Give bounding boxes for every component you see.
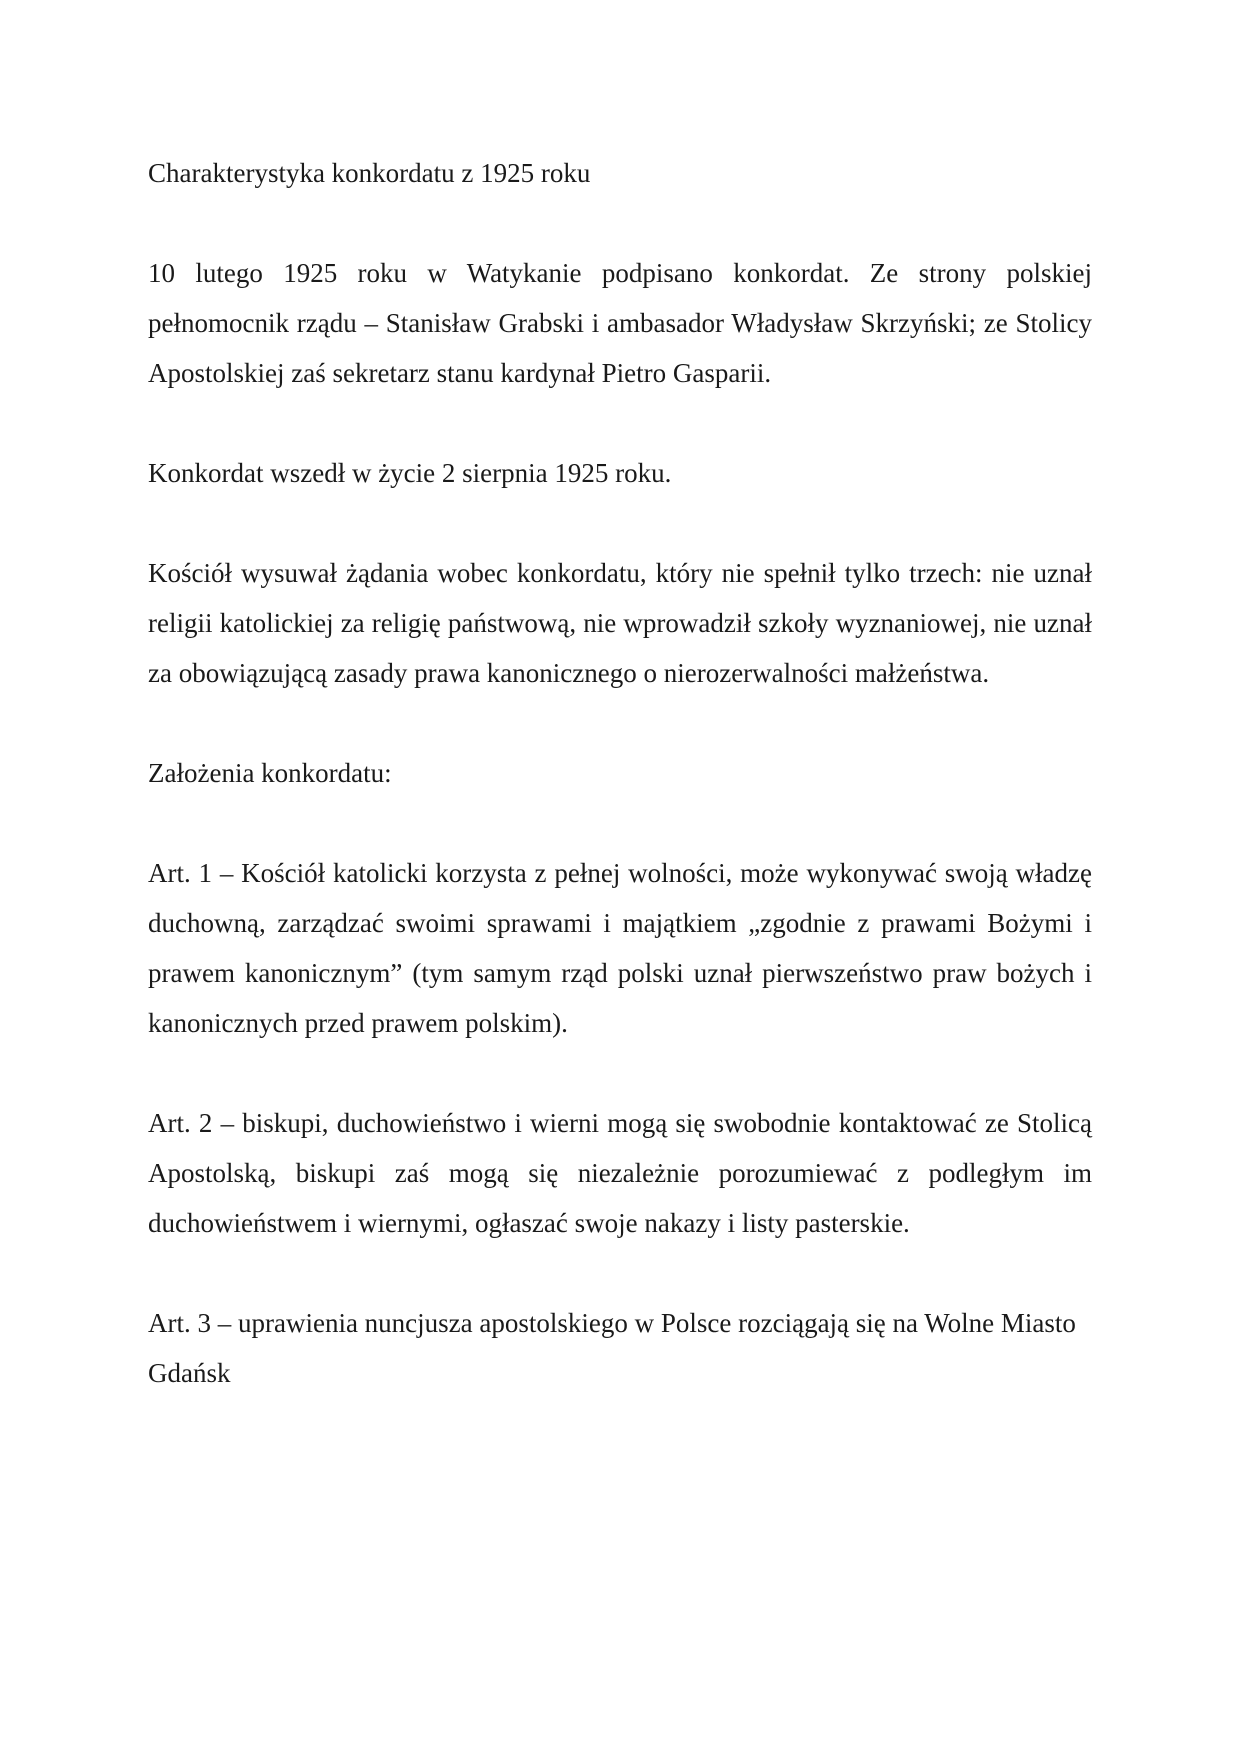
document-body xyxy=(148,148,1092,1448)
paragraph-church-demands: Kościół wysuwał żądania wobec konkordatu, który nie spełnił tylko trzech: nie uznał religii katolickiej za religię państwową, nie wprowadził szkoły wyznaniowej, nie uznał za obowiązującą zasady prawa kanonicznego o nierozerwalności małżeństwa. xyxy=(148,558,1092,688)
paragraph-article-2: Art. 2 – biskupi, duchowieństwo i wierni mogą się swobodnie kontaktować ze Stolicą Apostolską, biskupi zaś mogą się niezależnie porozumiewać z podległym im duchowieństwem i wiernymi, ogłaszać swoje nakazy i listy pasterskie. xyxy=(148,1108,1092,1238)
paragraph-assumptions-heading: Założenia konkordatu: xyxy=(148,758,392,788)
document-title: Charakterystyka konkordatu z 1925 roku xyxy=(148,158,591,188)
paragraph-article-3: Art. 3 – uprawienia nuncjusza apostolskiego w Polsce rozciągają się na Wolne Miasto Gdańsk xyxy=(148,1308,1076,1388)
paragraph-effective-date: Konkordat wszedł w życie 2 sierpnia 1925 roku. xyxy=(148,458,672,488)
paragraph-signing: 10 lutego 1925 roku w Watykanie podpisano konkordat. Ze strony polskiej pełnomocnik rządu – Stanisław Grabski i ambasador Władysław Skrzyński; ze Stolicy Apostolskiej zaś sekretarz stanu kardynał Pietro Gasparii. xyxy=(148,258,1092,388)
paragraph-article-1: Art. 1 – Kościół katolicki korzysta z pełnej wolności, może wykonywać swoją władzę duchowną, zarządzać swoimi sprawami i majątkiem „zgodnie z prawami Bożymi i prawem kanonicznym” (tym samym rząd polski uznał pierwszeństwo praw bożych i kanonicznych przed prawem polskim). xyxy=(148,858,1092,1038)
